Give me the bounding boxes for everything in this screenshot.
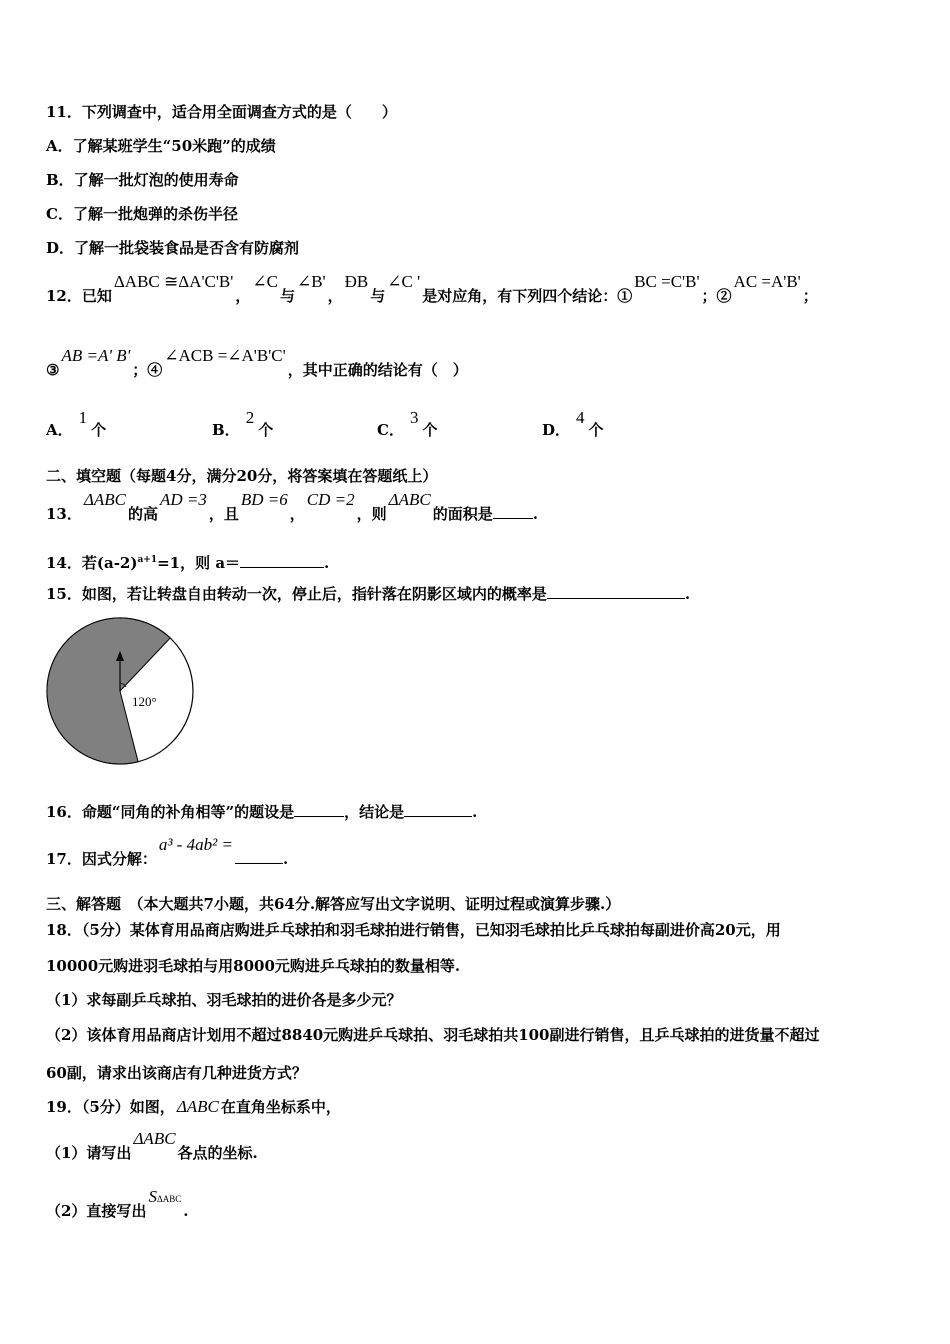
q14-text: =1，则 a＝ xyxy=(157,554,241,572)
q13-text: 的高 xyxy=(127,505,158,523)
q11-option-d: D．了解一批袋装食品是否含有防腐剂 xyxy=(46,239,300,257)
q12-math-angle-c: ∠C xyxy=(252,272,278,291)
q12-text: ③ xyxy=(46,361,60,379)
option-number: 3 xyxy=(409,408,419,427)
q18-line-2: 10000元购进羽毛球拍与用8000元购进乒乓球拍的数量相等. xyxy=(46,957,461,975)
q19-text: 19．（5分）如图， xyxy=(46,1098,175,1116)
q16-premise-blank[interactable] xyxy=(294,802,344,817)
q12-text: ；② xyxy=(701,287,732,305)
q12-option-c xyxy=(377,408,438,440)
q12-conclusion-3: AB =A' B' xyxy=(61,346,131,365)
q19-math-triangle: ΔABC xyxy=(176,1097,219,1116)
q19-text: （2）直接写出 xyxy=(46,1202,147,1220)
q17-text: . xyxy=(282,850,289,868)
q18-line-1: 18．（5分）某体育用品商店购进乒乓球拍和羽毛球拍进行销售，已知羽毛球拍比乒乓球拍每副进价高20元，用 xyxy=(46,921,781,939)
q12-math-angle-c-prime: ∠C ' xyxy=(387,272,421,291)
q19-text: （1）请写出 xyxy=(46,1144,132,1162)
option-label: A． xyxy=(46,421,73,439)
option-unit: 个 xyxy=(588,421,604,439)
q13-math-triangle: ΔABC xyxy=(388,490,431,509)
q13-text: . xyxy=(532,505,538,523)
q15-text: 15．如图，若让转盘自由转动一次，停止后，指针落在阴影区域内的概率是 xyxy=(46,585,547,603)
q12-math-angle-b: ÐB xyxy=(344,272,369,291)
q13-math-cd: CD =2 xyxy=(306,490,355,509)
q11-option-a: A．了解某班学生“50米跑”的成绩 xyxy=(46,137,276,155)
q13-stem xyxy=(46,490,538,524)
q12-text: ； xyxy=(802,287,818,305)
q13-text: 13． xyxy=(46,505,82,523)
q12-text: 与 xyxy=(370,287,386,305)
option-label: D． xyxy=(542,421,571,439)
q13-math-bd: BD =6 xyxy=(240,490,288,509)
q12-conclusion-4: ∠ACB =∠A'B'C' xyxy=(164,346,286,365)
q11-option-c: C．了解一批炮弹的杀伤半径 xyxy=(46,205,238,223)
section-3-heading: 三、解答题 （本大题共7小题，共64分.解答应写出文字说明、证明过程或演算步骤.） xyxy=(46,895,621,913)
q15-text: . xyxy=(684,585,691,603)
q19-sub-1 xyxy=(46,1129,258,1163)
option-number: 2 xyxy=(245,408,255,427)
q17-math-expression: a³ - 4ab² = xyxy=(158,835,233,854)
area-subscript: ΔABC xyxy=(156,1194,182,1204)
q12-stem-line1 xyxy=(46,272,818,306)
q19-sub-2 xyxy=(46,1187,189,1223)
q13-text: ，则 xyxy=(356,505,387,523)
area-symbol: S xyxy=(148,1187,157,1206)
angle-label: 120° xyxy=(132,694,157,709)
q12-text: ，其中正确的结论有（ ） xyxy=(287,361,468,379)
q11-stem: 11．下列调查中，适合用全面调查方式的是（ ） xyxy=(46,103,397,121)
q18-sub-2: （2）该体育用品商店计划用不超过8840元购进乒乓球拍、羽毛球拍共100副进行销售，且乒乓球拍的进货量不超过 xyxy=(46,1026,820,1044)
q12-text: 是对应角，有下列四个结论：① xyxy=(422,287,633,305)
option-label: B． xyxy=(212,421,240,439)
q12-text: 与 xyxy=(279,287,295,305)
q19-text: 各点的坐标. xyxy=(177,1144,258,1162)
q13-text: ， xyxy=(289,505,305,523)
q12-option-a xyxy=(46,408,107,440)
q13-answer-blank[interactable] xyxy=(493,504,533,519)
option-number: 1 xyxy=(78,408,88,427)
q17-answer-blank[interactable] xyxy=(235,849,283,864)
q16-stem xyxy=(46,802,477,822)
q12-text: ， xyxy=(235,287,251,305)
q16-conclusion-blank[interactable] xyxy=(404,802,472,817)
q18-line-5: 60副，请求出该商店有几种进货方式？ xyxy=(46,1064,307,1082)
spinner-figure xyxy=(44,615,198,769)
q16-text: ，结论是 xyxy=(344,803,405,821)
q14-stem xyxy=(46,550,329,573)
q14-answer-blank[interactable] xyxy=(240,553,324,568)
option-unit: 个 xyxy=(258,421,274,439)
q12-math-angle-b-prime: ∠B' xyxy=(296,272,326,291)
q13-math-ad: AD =3 xyxy=(159,490,207,509)
option-unit: 个 xyxy=(422,421,438,439)
q12-option-b xyxy=(212,408,274,440)
q12-stem-line2 xyxy=(46,346,468,380)
q19-text: 在直角坐标系中， xyxy=(220,1098,341,1116)
q11-option-b: B．了解一批灯泡的使用寿命 xyxy=(46,171,239,189)
q13-text: 的面积是 xyxy=(432,505,493,523)
q17-stem xyxy=(46,835,289,869)
q12-text: ， xyxy=(327,287,343,305)
q12-conclusion-2: AC =A'B' xyxy=(733,272,801,291)
q18-sub-1: （1）求每副乒乓球拍、羽毛球拍的进价各是多少元？ xyxy=(46,991,402,1009)
q12-conclusion-1: BC =C'B' xyxy=(634,272,700,291)
option-number: 4 xyxy=(576,408,585,427)
q16-text: 16．命题“同角的补角相等”的题设是 xyxy=(46,803,295,821)
q19-stem xyxy=(46,1097,341,1117)
q12-math-congruence: ΔABC ≅ΔA'C'B' xyxy=(113,272,234,291)
q15-stem xyxy=(46,584,690,604)
q19-text: . xyxy=(183,1202,189,1220)
q19-math-area xyxy=(146,1187,183,1206)
q13-text: ，且 xyxy=(208,505,239,523)
section-2-heading: 二、填空题（每题4分，满分20分，将答案填在答题纸上） xyxy=(46,467,438,485)
q17-text: 17．因式分解： xyxy=(46,850,157,868)
q12-text: ；④ xyxy=(132,361,163,379)
q16-text: . xyxy=(472,803,478,821)
q12-option-d xyxy=(542,408,604,440)
q14-text: . xyxy=(324,554,330,572)
option-label: C． xyxy=(377,421,404,439)
q14-text: 14．若(a-2) xyxy=(46,554,138,572)
q13-math-triangle: ΔABC xyxy=(83,490,126,509)
q19-math-triangle: ΔABC xyxy=(133,1129,176,1148)
option-unit: 个 xyxy=(91,421,107,439)
q14-exponent: a+1 xyxy=(137,555,158,565)
q12-text: 12．已知 xyxy=(46,287,112,305)
q15-answer-blank[interactable] xyxy=(547,584,685,599)
